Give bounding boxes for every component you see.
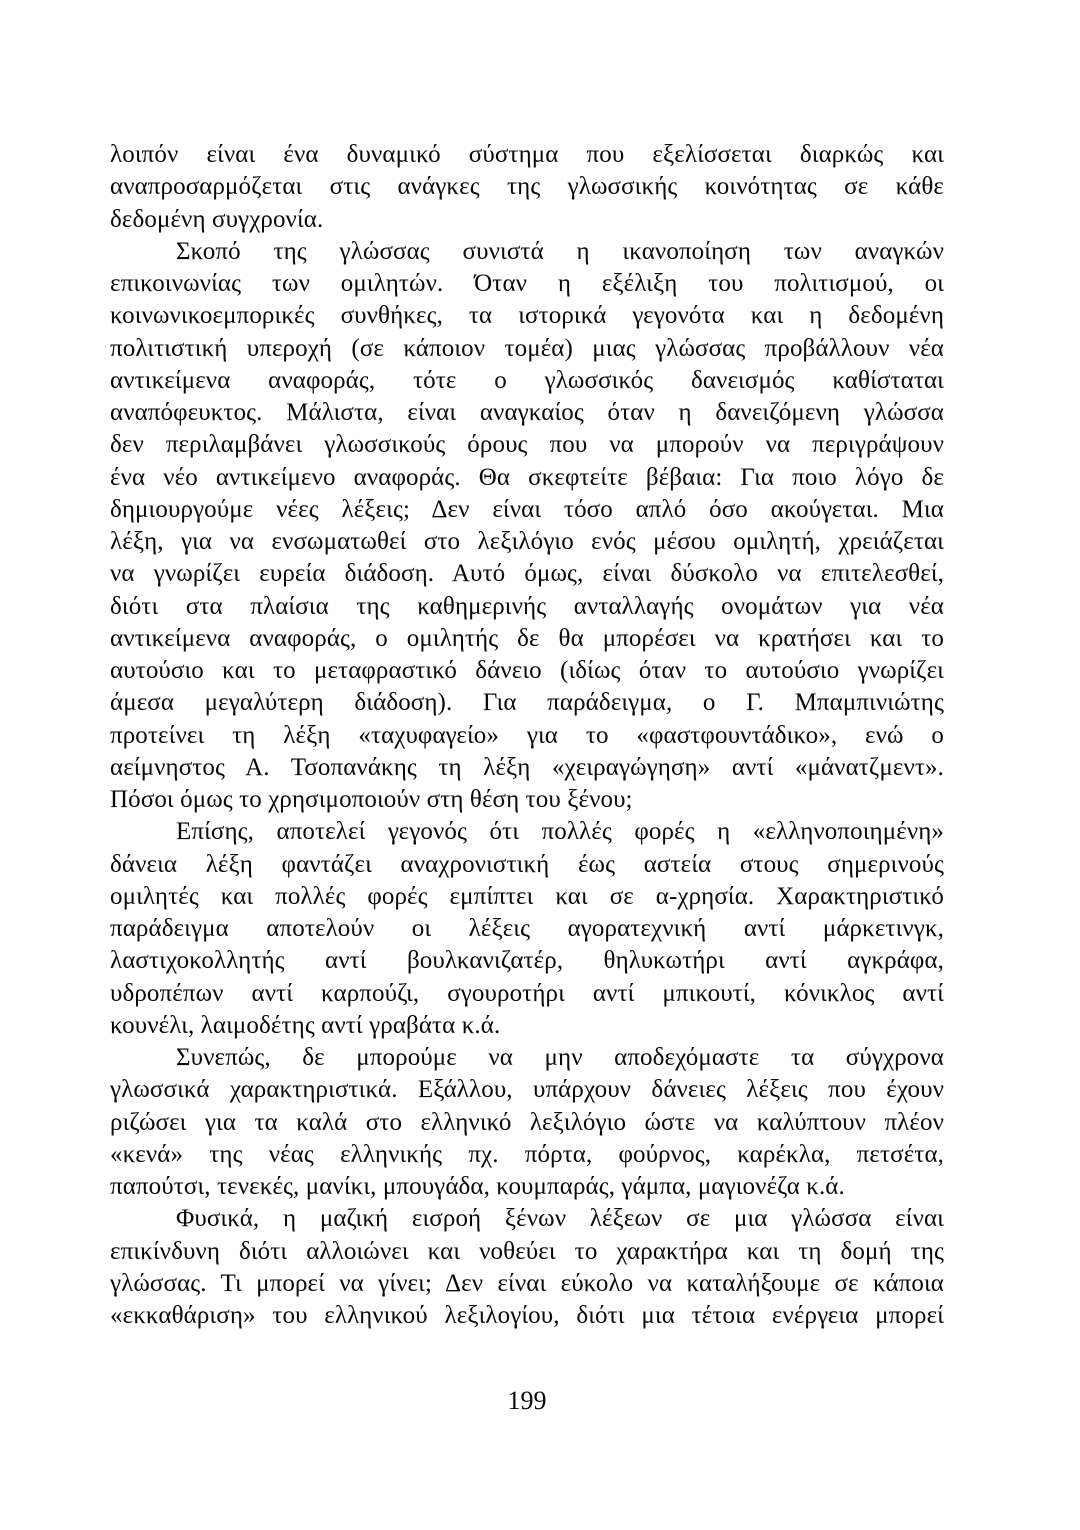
text-line: γλώσσας. Τι μπορεί να γίνει; Δεν είναι εύκολο να καταλήξουμε σε κάποια (110, 1269, 944, 1297)
paragraph (110, 1042, 944, 1203)
text-line: λοιπόν είναι ένα δυναμικό σύστημα που εξελίσσεται διαρκώς και (110, 141, 944, 168)
text-line: αντικείμενα αναφοράς, τότε ο γλωσσικός δανεισμός καθίσταται (110, 366, 944, 394)
text-line: αυτούσιο και το μεταφραστικό δάνειο (ιδίως όταν το αυτούσιο γνωρίζει (110, 657, 944, 684)
paragraph (110, 1203, 944, 1332)
text-line: αντικείμενα αναφοράς, ο ομιλητής δε θα μπορέσει να κρατήσει και το (110, 624, 944, 652)
text-line: άμεσα μεγαλύτερη διάδοση). Για παράδειγμα, ο Γ. Μπαμπινιώτης (110, 689, 944, 717)
text-line: δεδομένη συγχρονία. (110, 205, 324, 233)
text-line: επικοινωνίας των ομιλητών. Όταν η εξέλιξη του πολιτισμού, οι (110, 270, 944, 297)
text-line: αείμνηστος Α. Τσοπανάκης τη λέξη «χειραγώγηση» αντί «μάνατζμεντ». (110, 753, 944, 781)
text-line: δεν περιλαμβάνει γλωσσικούς όρους που να μπορούν να περιγράψουν (110, 431, 944, 459)
page-number: 199 (507, 1386, 547, 1415)
text-line: Συνεπώς, δε μπορούμε να μην αποδεχόμαστε τα σύγχρονα (176, 1044, 944, 1071)
text-line: Πόσοι όμως το χρησιμοποιούν στη θέση του ξένου; (110, 786, 633, 813)
text-line: «εκκαθάριση» του ελληνικού λεξιλογίου, διότι μια τέτοια ενέργεια μπορεί (110, 1302, 944, 1329)
text-line: παράδειγμα αποτελούν οι λέξεις αγορατεχνική αντί μάρκετινγκ, (110, 915, 944, 942)
paragraph (110, 816, 944, 1042)
text-line: ριζώσει για τα καλά στο ελληνικό λεξιλόγιο ώστε να καλύπτουν πλέον (110, 1108, 944, 1136)
text-line: προτείνει τη λέξη «ταχυφαγείο» για το «φαστφουντάδικο», ενώ ο (110, 721, 944, 749)
text-line: γλωσσικά χαρακτηριστικά. Εξάλλου, υπάρχουν δάνειες λέξεις που έχουν (110, 1076, 944, 1104)
text-line: πολιτιστική υπεροχή (σε κάποιον τομέα) μιας γλώσσας προβάλλουν νέα (110, 334, 944, 362)
paragraph (110, 139, 944, 236)
text-line: δάνεια λέξη φαντάζει αναχρονιστική έως αστεία στους σημερινούς (110, 850, 944, 878)
text-line: επικίνδυνη διότι αλλοιώνει και νοθεύει το χαρακτήρα και τη δομή της (110, 1237, 944, 1265)
text-line: διότι στα πλαίσια της καθημερινής ανταλλαγής ονομάτων για νέα (110, 592, 944, 620)
text-line: αναπόφευκτος. Μάλιστα, είναι αναγκαίος όταν η δανειζόμενη γλώσσα (110, 399, 944, 426)
text-block (110, 139, 944, 1332)
text-line: υδροπέπων αντί καρπούζι, σγουροτήρι αντί μπικουτί, κόνικλος αντί (110, 979, 944, 1007)
text-line: «κενά» της νέας ελληνικής πχ. πόρτα, φούρνος, καρέκλα, πετσέτα, (110, 1140, 944, 1168)
text-line: λαστιχοκολλητής αντί βουλκανιζατέρ, θηλυκωτήρι αντί αγκράφα, (110, 947, 944, 975)
text-line: ομιλητές και πολλές φορές εμπίπτει και σε α-χρησία. Χαρακτηριστικό (110, 882, 944, 910)
text-line: παπούτσι, τενεκές, μανίκι, μπουγάδα, κουμπαράς, γάμπα, μαγιονέζα κ.ά. (110, 1173, 845, 1200)
paragraph (110, 236, 944, 817)
text-line: λέξη, για να ενσωματωθεί στο λεξιλόγιο ενός μέσου ομιλητή, χρειάζεται (110, 528, 944, 555)
text-line: δημιουργούμε νέες λέξεις; Δεν είναι τόσο απλό όσο ακούγεται. Μια (110, 495, 944, 523)
text-line: ένα νέο αντικείμενο αναφοράς. Θα σκεφτείτε βέβαια: Για ποιο λόγο δε (110, 463, 944, 491)
text-line: κοινωνικοεμπορικές συνθήκες, τα ιστορικά γεγονότα και η δεδομένη (110, 302, 944, 330)
text-line: Επίσης, αποτελεί γεγονός ότι πολλές φορές η «ελληνοποιημένη» (176, 818, 944, 846)
text-line: Φυσικά, η μαζική εισροή ξένων λέξεων σε μια γλώσσα είναι (176, 1205, 944, 1233)
text-line: να γνωρίζει ευρεία διάδοση. Αυτό όμως, είναι δύσκολο να επιτελεσθεί, (110, 560, 944, 588)
text-line: αναπροσαρμόζεται στις ανάγκες της γλωσσικής κοινότητας σε κάθε (110, 173, 944, 201)
text-line: κουνέλι, λαιμοδέτης αντί γραβάτα κ.ά. (110, 1011, 501, 1039)
text-line: Σκοπό της γλώσσας συνιστά η ικανοποίηση των αναγκών (176, 237, 944, 265)
